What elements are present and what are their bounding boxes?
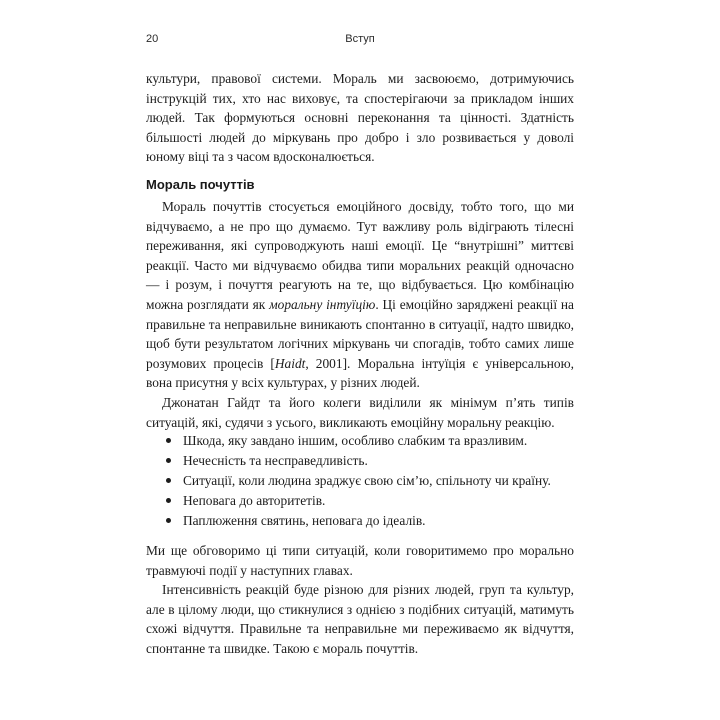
list-item (146, 451, 574, 471)
paragraph-1-part-1: Мораль почуттів стосується емоційного досвіду, тобто того, що ми відчуваємо, а не про що думаємо. Тут важливу роль відіграють тілесні переживання, які супроводжують наші емоції. Це “внутрішні” миттєві реакції. Часто ми відчуваємо обидва типи моральних реакцій одночасно — і розум, і почуття реагують на те, що відбувається. Цю комбінацію можна розглядати як (146, 199, 574, 312)
running-head (146, 33, 574, 49)
paragraph-discussion: Ми ще обговоримо ці типи ситуацій, коли говоритимемо про морально травмуючі події у наступних главах. (146, 543, 574, 578)
bullet-icon (166, 518, 171, 523)
list-item-text: Неповага до авторитетів. (183, 493, 326, 508)
chapter-title: Вступ (345, 33, 375, 45)
list-item (146, 491, 574, 511)
main-text-block (146, 197, 574, 432)
paragraph-intensity: Інтенсивність реакцій буде різною для різних людей, груп та культур, але в цілому люди, що стикнулися з однією з подібних ситуацій, матимуть схожі відчуття. Правильне та неправильне ми переживаємо як відчуття, спонтанне та швидке. Такою є мораль почуттів. (146, 582, 574, 656)
intro-text-block (146, 69, 574, 167)
list-item-text: Шкода, яку завдано іншим, особливо слабким та вразливим. (183, 433, 528, 448)
bullet-icon (166, 458, 171, 463)
citation-author: Haidt (274, 355, 306, 371)
closing-text-block (146, 541, 574, 659)
paragraph-1-part-3: , 2001]. Моральна інтуїція є універсальною, вона присутня у всіх культурах, у різних людей. (146, 355, 574, 391)
intro-paragraph: культури, правової системи. Мораль ми засвоюємо, дотримуючись інструкцій тих, хто нас виховує, та спостерігаючи за прикладом інших людей. Так формуються основні переконання та цінності. Здатність більшості людей до міркувань про добро і зло розвивається у доволі юному віці та з часом вдосконалюється. (146, 71, 574, 165)
term-moral-intuition: моральну інтуїцію (269, 296, 376, 312)
paragraph-1-part-2: . Ці емоційно заряджені реакції на правильне та неправильне виникають спонтанно в ситуації, надто швидко, щоб бути результатом логічних міркувань чи спогадів, тобто самих лише розумових процесів [ (146, 296, 574, 371)
bullet-icon (166, 478, 171, 483)
bullet-list (146, 431, 574, 531)
list-item-text: Паплюження святинь, неповага до ідеалів. (183, 513, 426, 528)
page-number: 20 (146, 33, 159, 45)
bullet-icon (166, 498, 171, 503)
list-item-text: Ситуації, коли людина зраджує свою сім’ю, спільноту чи країну. (183, 473, 551, 488)
paragraph-moral-feelings (146, 197, 574, 393)
paragraph-haidt-types: Джонатан Гайдт та його колеги виділили як мінімум п’ять типів ситуацій, які, судячи з усього, викликають емоційну моральну реакцію. (146, 394, 574, 430)
list-item (146, 511, 574, 531)
list-item (146, 431, 574, 451)
section-heading: Мораль почуттів (146, 177, 255, 192)
list-item (146, 471, 574, 491)
list-item-text: Нечесність та несправедливість. (183, 453, 368, 468)
bullet-icon (166, 438, 171, 443)
